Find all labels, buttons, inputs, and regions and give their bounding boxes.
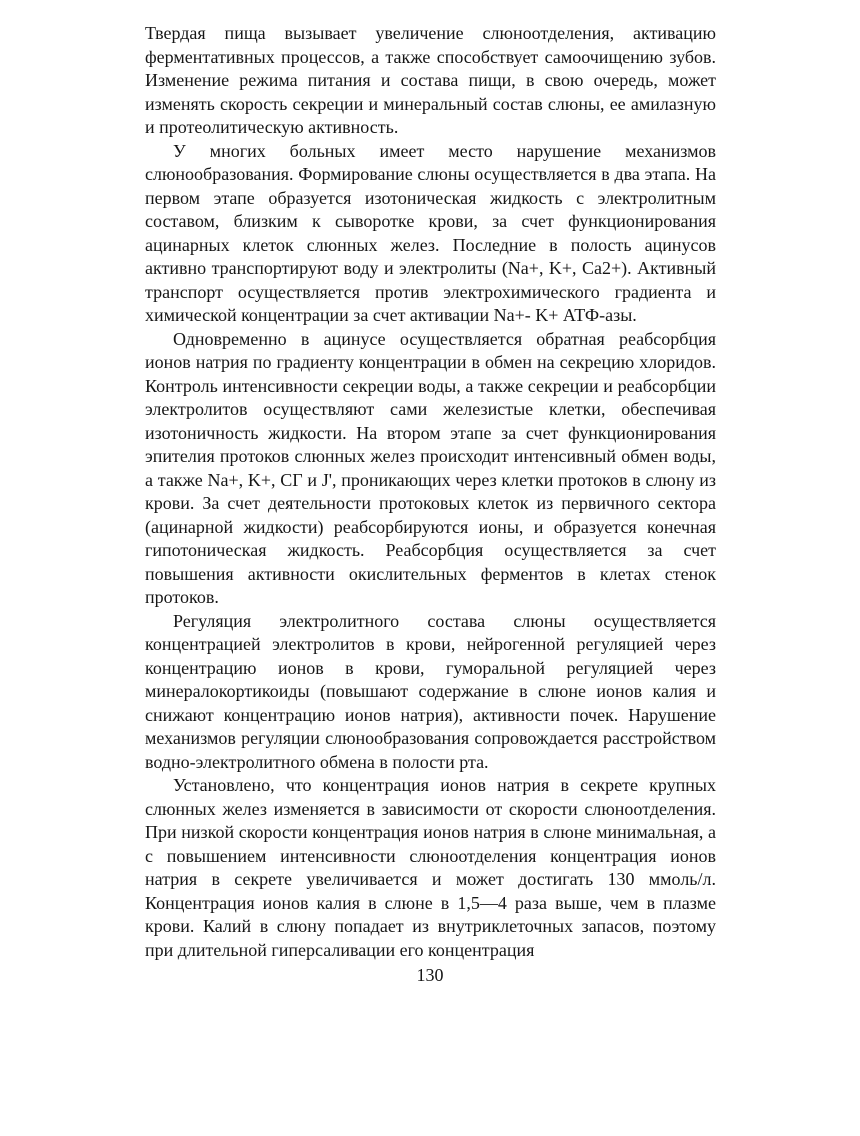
- paragraph-3: Одновременно в ацинусе осуществляется обратная реабсорбция ионов натрия по градиенту концентрации в обмен на секрецию хлоридов. Контроль интенсивности секреции воды, а также секреции и реабсорбции электролитов осуществляют сами железистые клетки, обеспечивая изотоничность жидкости. На втором этапе за счет функционирования эпителия протоков слюнных желез происходит интенсивный обмен воды, а также Na+, K+, CГ и J', проникающих через клетки протоков в слюну из крови. За счет деятельности протоковых клеток из первичного сектора (ацинарной жидкости) реабсорбируются ионы, и образуется конечная гипотоническая жидкость. Реабсорбция осуществляется за счет повышения активности окислительных ферментов в клетах стенок протоков.: [145, 328, 716, 607]
- page-body: [145, 22, 716, 962]
- page-number: 130: [416, 965, 444, 985]
- paragraph-4: Регуляция электролитного состава слюны осуществляется концентрацией электролитов в крови, нейрогенной регуляцией через концентрацию ионов в крови, гуморальной регуляцией через минералокортикоиды (повышают содержание в слюне ионов калия и снижают концентрацию ионов натрия), активности почек. Нарушение механизмов регуляции слюнообразования сопровождается расстройством водно-электролитного обмена в полости рта.: [145, 610, 716, 772]
- paragraph-1: Твердая пища вызывает увеличение слюноотделения, активацию ферментативных процессов, а также способствует самоочищению зубов. Изменение режима питания и состава пищи, в свою очередь, может изменять скорость секреции и минеральный состав слюны, ее амилазную и протеолитическую активность.: [145, 23, 716, 137]
- paragraph-2: У многих больных имеет место нарушение механизмов слюнообразования. Формирование слюны осуществляется в два этапа. На первом этапе образуется изотоническая жидкость с электролитным составом, близким к сыворотке крови, за счет функционирования ацинарных клеток слюнных желез. Последние в полость ацинусов активно транспортируют воду и электролиты (Na+, K+, Ca2+). Активный транспорт осуществляется против электрохимического градиента и химической концентрации за счет активации Na+- K+ АТФ-азы.: [145, 140, 716, 325]
- paragraph-5: Установлено, что концентрация ионов натрия в секрете крупных слюнных желез изменяется в зависимости от скорости слюноотделения. При низкой скорости концентрация ионов натрия в слюне минимальная, а с повышением интенсивности слюноотделения концентрация ионов натрия в секрете увеличивается и может достигать 130 ммоль/л. Концентрация ионов калия в слюне в 1,5—4 раза выше, чем в плазме крови. Калий в слюну попадает из внутриклеточных запасов, поэтому при длительной гиперсаливации его концентрация: [145, 775, 716, 960]
